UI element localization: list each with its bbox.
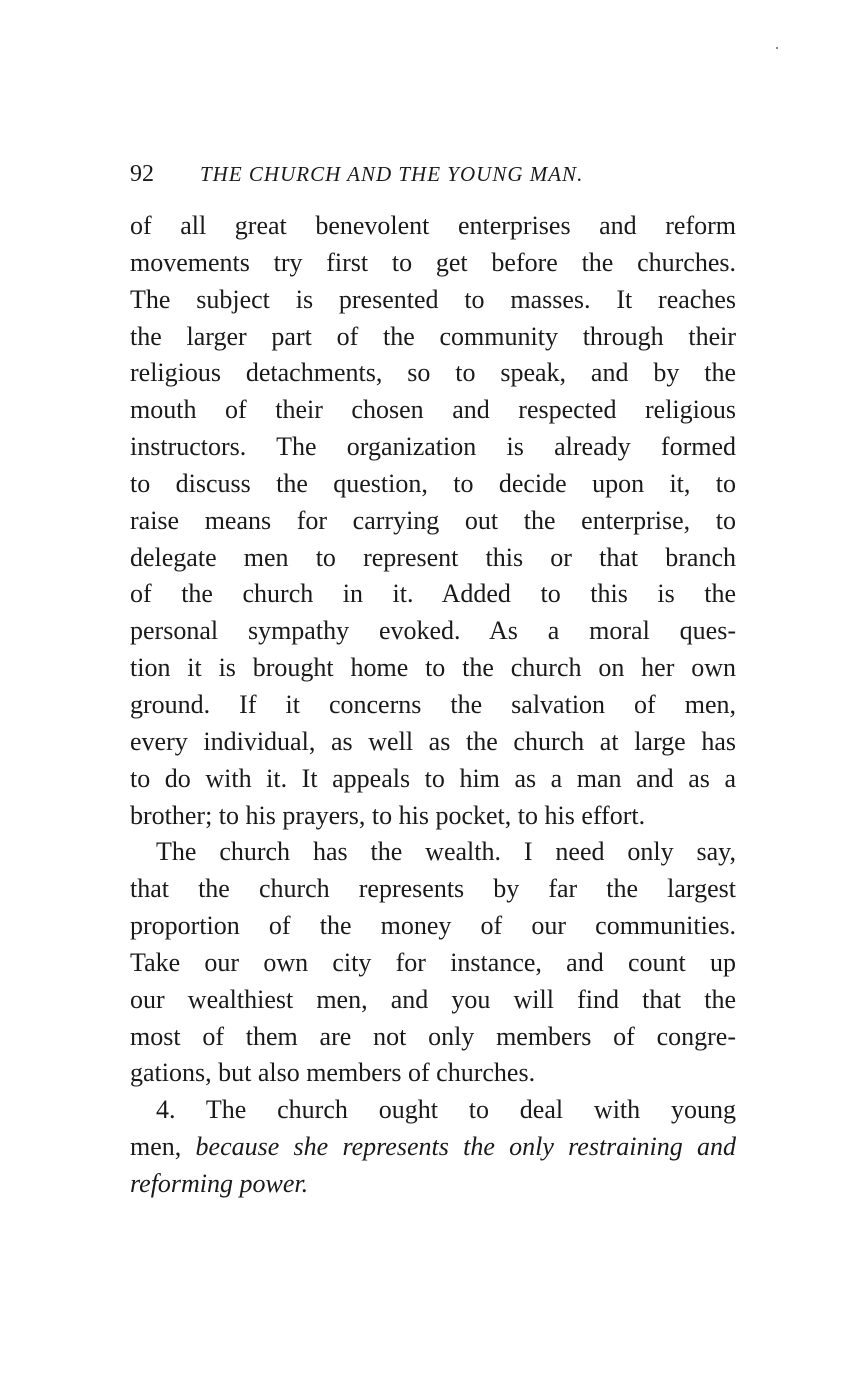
text-line: most of them are not only members of congre- [130, 1021, 736, 1051]
body-text [130, 208, 736, 1203]
text-line: personal sympathy evoked. As a moral ques- [130, 616, 736, 646]
text-line: delegate men to represent this or that branch [130, 542, 736, 572]
text-line: tion it is brought home to the church on her own [130, 653, 736, 683]
text-line: our wealthiest men, and you will find that the [130, 984, 736, 1014]
text-line: the larger part of the community through their [130, 321, 736, 351]
emphasis-line: reforming power. [130, 1168, 309, 1198]
text-line: of all great benevolent enterprises and reform [130, 211, 736, 240]
text-line: Take our own city for instance, and count up [130, 947, 736, 977]
text-line: that the church represents by far the largest [130, 874, 736, 904]
text-line: religious detachments, so to speak, and by the [130, 358, 736, 388]
scan-speck [776, 47, 778, 49]
mixed-line [130, 1129, 736, 1166]
paragraph-start-line: The church has the wealth. I need only say, [156, 837, 736, 867]
page-header [130, 158, 736, 190]
text-line: to discuss the question, to decide upon it, to [130, 468, 736, 498]
paragraph-start-line: 4. The church ought to deal with young [156, 1095, 736, 1125]
text-line: every individual, as well as the church at large has [130, 726, 736, 756]
text-line: instructors. The organization is already formed [130, 432, 736, 462]
page-number: 92 [130, 161, 154, 187]
text-line: proportion of the money of our communities. [130, 911, 736, 941]
text-line: brother; to his prayers, to his pocket, to his effort. [130, 800, 646, 830]
text-line: mouth of their chosen and respected religious [130, 395, 736, 425]
text-line: gations, but also members of churches. [130, 1058, 536, 1088]
text-line: The subject is presented to masses. It reaches [130, 284, 736, 314]
text-line: raise means for carrying out the enterprise, to [130, 505, 736, 535]
text-line: ground. If it concerns the salvation of men, [130, 689, 736, 719]
text-line: to do with it. It appeals to him as a man and as a [130, 763, 736, 793]
text-line: of the church in it. Added to this is the [130, 579, 736, 609]
emphasis-text: because she represents the only restraining and [195, 1132, 736, 1162]
text-line: movements try first to get before the churches. [130, 247, 736, 277]
running-head: THE CHURCH AND THE YOUNG MAN. [200, 162, 584, 186]
text-segment: men, [130, 1132, 182, 1162]
